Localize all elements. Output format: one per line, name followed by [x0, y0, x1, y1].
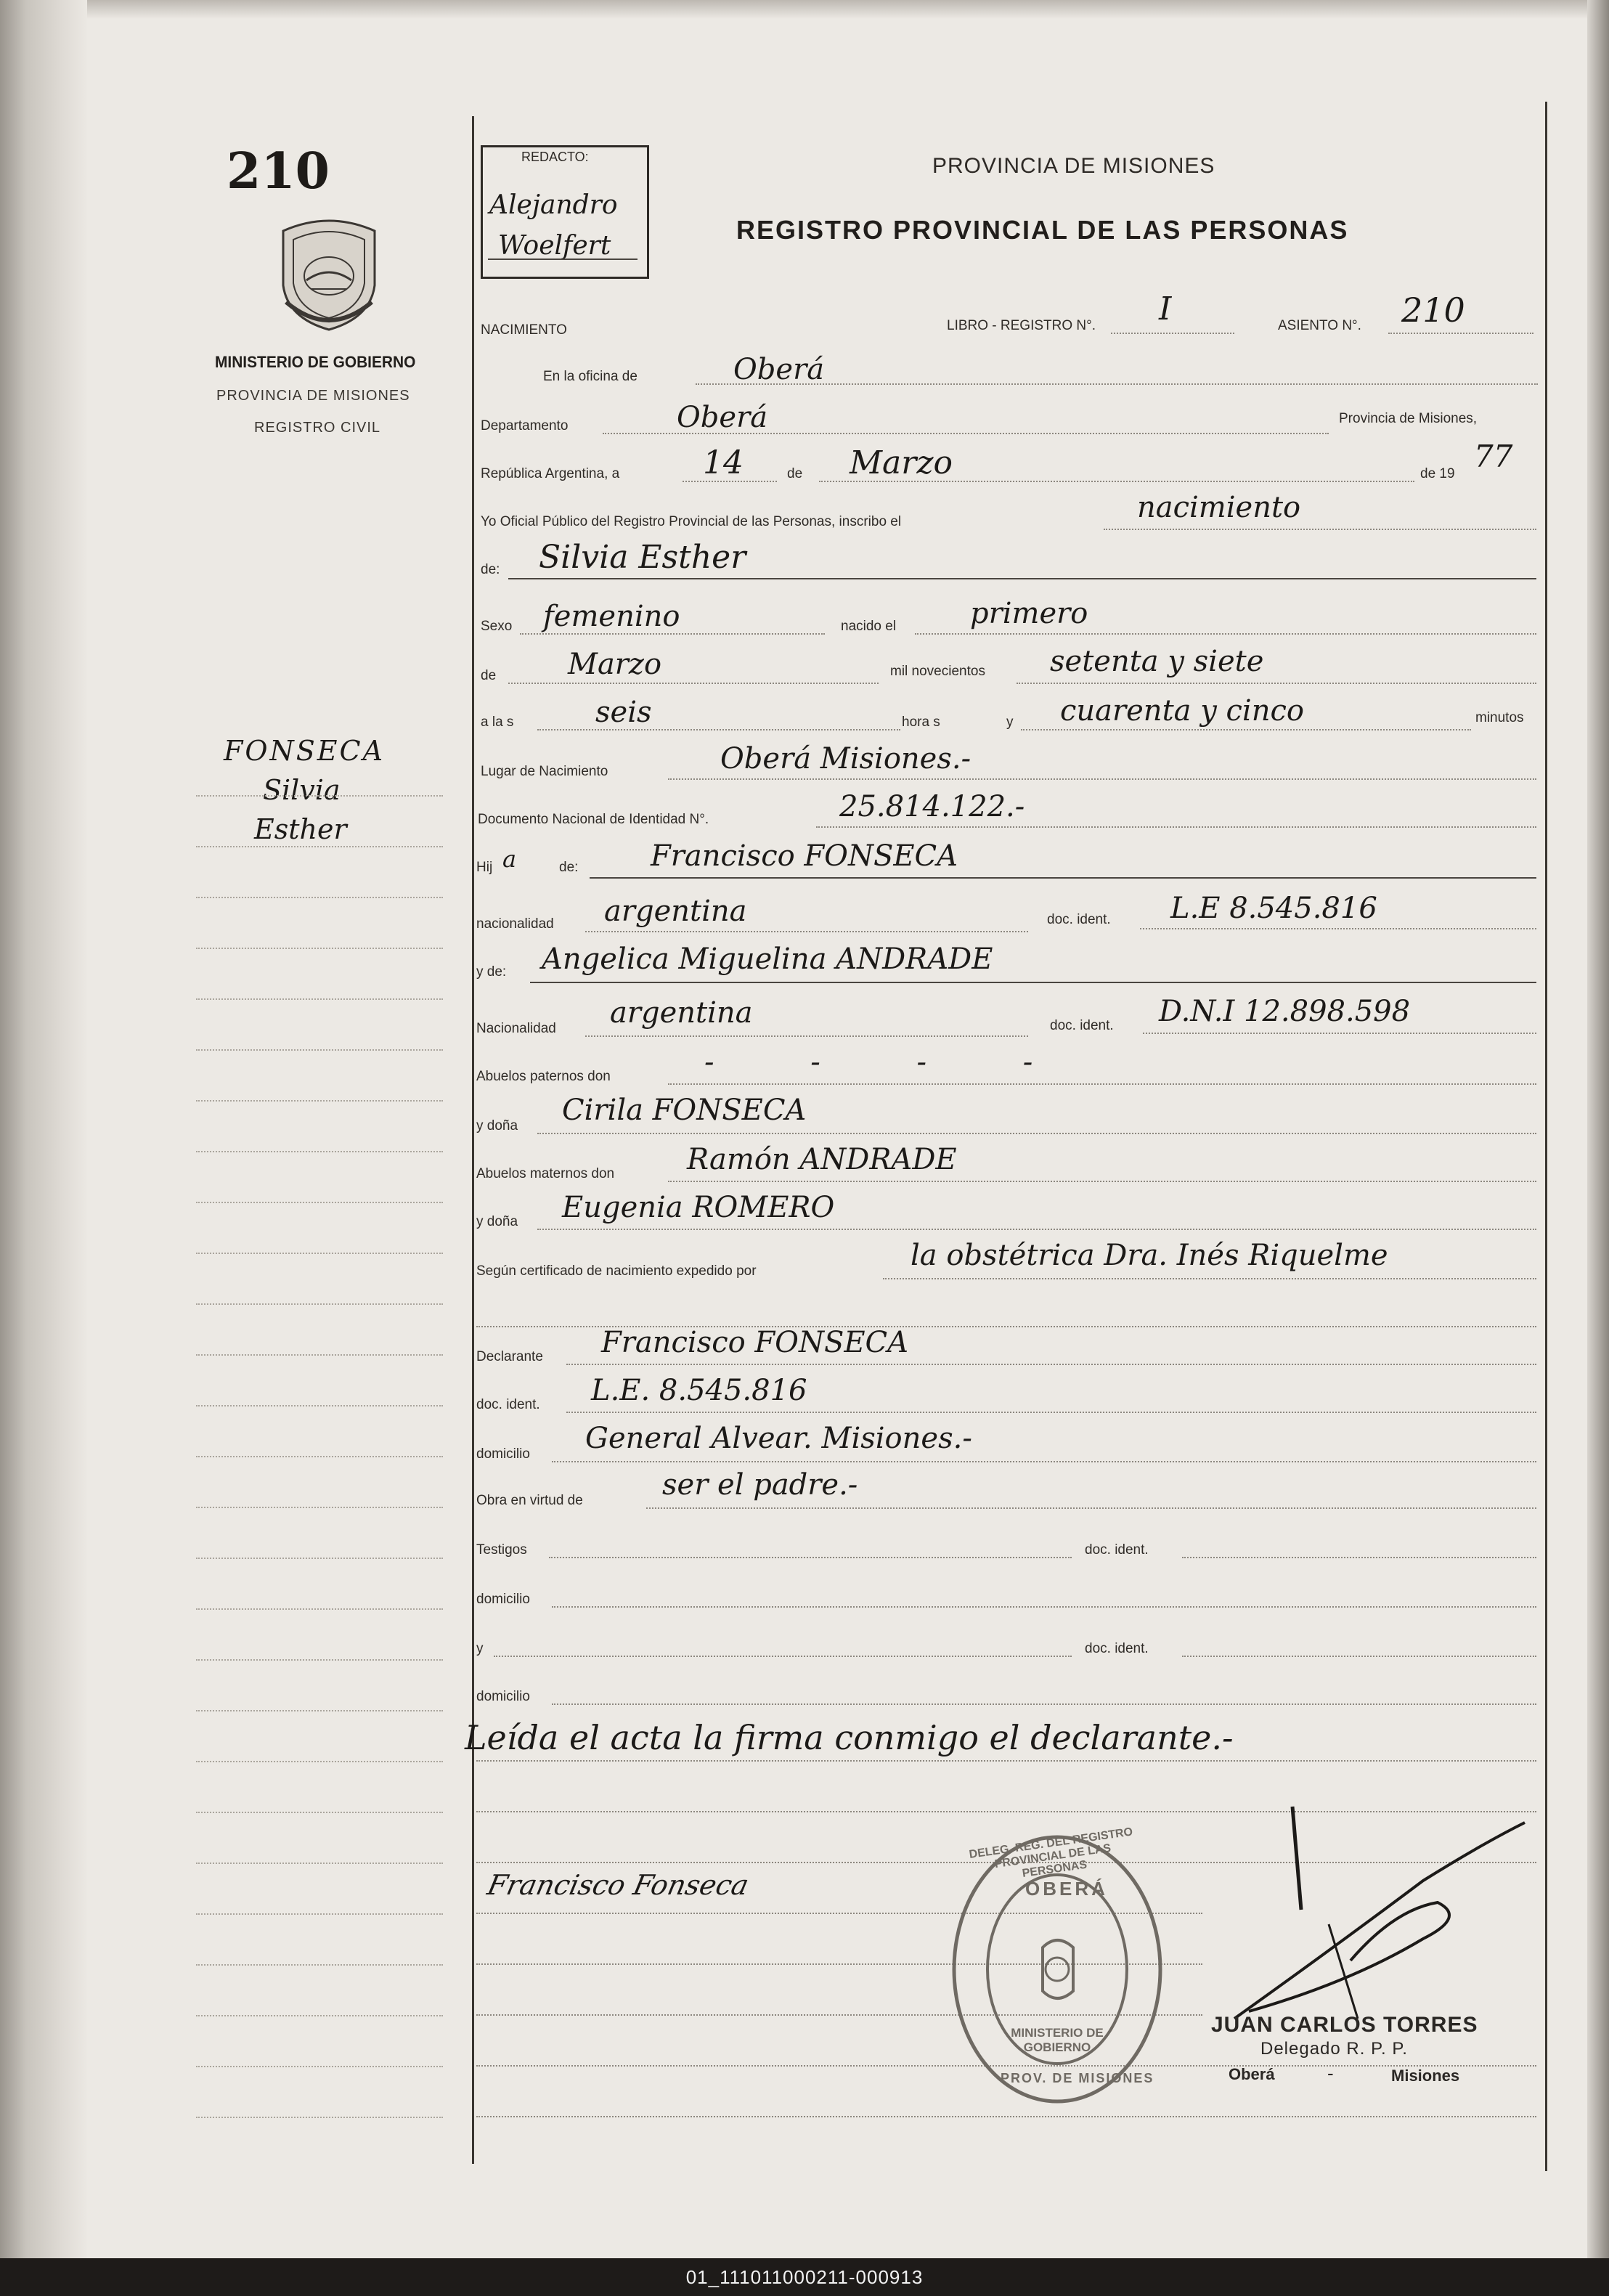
- mes-value: Marzo: [850, 444, 953, 481]
- asiento-value: 210: [1401, 290, 1465, 330]
- declarante-label: Declarante: [476, 1349, 543, 1364]
- margin-secondname: Esther: [254, 813, 347, 845]
- documento-line: [816, 826, 1536, 828]
- abuelo-materno-line: [668, 1181, 1536, 1182]
- departamento-value: Oberá: [677, 401, 768, 434]
- margin-line: [196, 1964, 443, 1966]
- margin-line: [196, 1558, 443, 1559]
- persona-line: [508, 578, 1536, 579]
- anio-label: de 19: [1420, 466, 1455, 481]
- anio-nacimiento-value: setenta y siete: [1050, 645, 1264, 678]
- abuelos-paternos-value: - - - -: [704, 1046, 1077, 1079]
- nacido-value: primero: [970, 597, 1088, 630]
- domicilio3-line: [552, 1703, 1536, 1705]
- page-top-shadow: [0, 0, 1609, 19]
- hora-value: seis: [595, 696, 652, 729]
- header-provincia: PROVINCIA DE MISIONES: [932, 154, 1215, 178]
- margin-line: [196, 948, 443, 949]
- hora-label: hora s: [902, 715, 940, 730]
- official-signature: [1205, 1801, 1554, 2033]
- lugar-value: Oberá Misiones.-: [720, 742, 971, 775]
- sexo-value: femenino: [543, 600, 680, 633]
- mes-nacimiento-value: Marzo: [568, 648, 662, 681]
- segun-line: [883, 1278, 1536, 1279]
- y-label: y: [1006, 715, 1014, 730]
- nacionalidad1-value: argentina: [604, 895, 747, 928]
- official-place2: Misiones: [1391, 2067, 1460, 2085]
- official-place: Oberá: [1229, 2065, 1275, 2083]
- ministerio-heading: MINISTERIO DE GOBIERNO: [215, 353, 416, 371]
- page-right-edge: [1587, 0, 1609, 2258]
- de-mes-label: de: [481, 668, 497, 683]
- official-dash: -: [1327, 2062, 1334, 2084]
- departamento-line: [603, 433, 1329, 434]
- domicilio1-line: [552, 1461, 1536, 1462]
- documento-label: Documento Nacional de Identidad N°.: [478, 812, 709, 827]
- padre-line: [590, 877, 1536, 879]
- dia-line: [683, 481, 777, 482]
- margin-line: [196, 1253, 443, 1254]
- margin-line: [196, 1303, 443, 1305]
- minutos-line: [1021, 729, 1471, 730]
- doc4-label: doc. ident.: [1085, 1542, 1149, 1558]
- coat-of-arms-icon: [276, 216, 382, 333]
- mes-line: [819, 481, 1414, 482]
- domicilio3-label: domicilio: [476, 1689, 530, 1704]
- margin-line: [196, 1913, 443, 1915]
- doc5-label: doc. ident.: [1085, 1641, 1149, 1656]
- margin-line: [196, 1405, 443, 1406]
- margin-line: [196, 1049, 443, 1051]
- doc2-label: doc. ident.: [1050, 1018, 1114, 1033]
- hijo-label: Hij: [476, 860, 493, 875]
- libro-label: LIBRO - REGISTRO N°.: [947, 318, 1096, 333]
- margin-line: [196, 1202, 443, 1203]
- left-frame-line: [472, 116, 474, 2164]
- obra-label: Obra en virtud de: [476, 1493, 583, 1508]
- de-persona-label: de:: [481, 562, 500, 577]
- abuela-materna-value: Eugenia ROMERO: [562, 1191, 835, 1224]
- page-number: 210: [227, 142, 330, 200]
- margin-line: [196, 1659, 443, 1661]
- madre-value: Angelica Miguelina ANDRADE: [542, 943, 993, 976]
- redacto-label: REDACTO:: [521, 150, 589, 164]
- inscribo-value: nacimiento: [1137, 491, 1301, 524]
- redacto-name-line2: Woelfert: [498, 231, 611, 261]
- margin-line: [196, 1354, 443, 1356]
- domicilio2-label: domicilio: [476, 1592, 530, 1607]
- declarante-line: [566, 1364, 1536, 1365]
- margin-line: [196, 1456, 443, 1457]
- obra-value: ser el padre.-: [662, 1468, 858, 1502]
- a-las-label: a la s: [481, 715, 514, 730]
- oficina-line: [696, 383, 1538, 385]
- madre-line: [530, 982, 1536, 983]
- oficina-value: Oberá: [733, 353, 825, 386]
- stamp-ring-text: DELEG. REG. DEL REGISTRO PROVINCIAL DE LAS PERSONAS: [968, 1825, 1134, 1880]
- margin-line: [196, 2015, 443, 2016]
- abuelos-paternos-label: Abuelos paternos don: [476, 1069, 611, 1084]
- nacionalidad2-label: Nacionalidad: [476, 1021, 556, 1036]
- margin-line: [196, 795, 443, 797]
- hijo-de-label: de:: [559, 860, 579, 875]
- yo-oficial-label: Yo Oficial Público del Registro Provincial de las Personas, inscribo el: [481, 514, 902, 529]
- margin-line: [196, 1507, 443, 1508]
- y2-label: y: [476, 1641, 484, 1656]
- header-title: REGISTRO PROVINCIAL DE LAS PERSONAS: [736, 215, 1349, 245]
- anio-nacimiento-line: [1017, 683, 1536, 684]
- nacionalidad2-line: [585, 1035, 1028, 1037]
- persona-value: Silvia Esther: [539, 539, 746, 576]
- left-registro: REGISTRO CIVIL: [254, 420, 381, 436]
- abuelos-paternos-line: [668, 1083, 1536, 1085]
- margin-line: [196, 1608, 443, 1610]
- margin-line: [196, 2117, 443, 2118]
- stamp-top-text: OBERÁ: [1025, 1878, 1108, 1900]
- milnovecientos-label: mil novecientos: [890, 664, 985, 679]
- abuela-materna-line: [537, 1229, 1536, 1230]
- abuela-paterna-value: Cirila FONSECA: [562, 1094, 807, 1127]
- ydona1-label: y doña: [476, 1118, 518, 1133]
- obra-line: [646, 1507, 1536, 1509]
- fecha-de-label: de: [787, 466, 803, 481]
- libro-line: [1111, 333, 1234, 334]
- testigos-line: [549, 1557, 1072, 1558]
- margin-firstname: Silvia: [263, 774, 341, 806]
- anio-value: 77: [1474, 439, 1513, 474]
- lugar-line: [668, 778, 1536, 780]
- margin-line: [196, 1863, 443, 1864]
- declarante-value: Francisco FONSECA: [601, 1326, 909, 1359]
- declarante-signature: Francisco Fonseca: [484, 1869, 752, 1901]
- left-provincia: PROVINCIA DE MISIONES: [216, 388, 410, 404]
- leida-line: [476, 1760, 1536, 1762]
- margin-line: [196, 1100, 443, 1102]
- margin-line: [196, 1151, 443, 1152]
- sexo-line: [520, 633, 825, 635]
- book-binding-edge: [0, 0, 87, 2258]
- stamp-inner-text: MINISTERIO DE GOBIERNO: [1011, 2026, 1104, 2054]
- lugar-label: Lugar de Nacimiento: [481, 764, 608, 779]
- departamento-label: Departamento: [481, 418, 569, 433]
- doc3-line: [566, 1412, 1536, 1413]
- domicilio1-label: domicilio: [476, 1446, 530, 1462]
- signature-area-line: [476, 2116, 1536, 2117]
- provincia-misiones-label: Provincia de Misiones,: [1339, 411, 1478, 426]
- segun-value: la obstétrica Dra. Inés Riquelme: [911, 1239, 1388, 1272]
- footer-id-bar: [0, 2258, 1609, 2296]
- margin-surname: FONSECA: [224, 735, 386, 767]
- doc4-line: [1182, 1557, 1536, 1558]
- doc5-line: [1182, 1656, 1536, 1657]
- doc2-line: [1143, 1033, 1536, 1034]
- redacto-name-line1: Alejandro: [489, 190, 618, 220]
- doc1-label: doc. ident.: [1047, 912, 1111, 927]
- hijo-suffix: a: [502, 845, 517, 873]
- nacimiento-label: NACIMIENTO: [481, 322, 567, 338]
- ydona2-label: y doña: [476, 1214, 518, 1229]
- margin-line: [196, 2066, 443, 2067]
- doc2-value: D.N.I 12.898.598: [1159, 995, 1411, 1028]
- padre-value: Francisco FONSECA: [651, 839, 958, 873]
- libro-value: I: [1159, 290, 1172, 327]
- madre-label: y de:: [476, 964, 507, 980]
- footer-id: 01_111011000211-000913: [685, 2266, 924, 2288]
- doc3-label: doc. ident.: [476, 1397, 540, 1412]
- abuelo-materno-value: Ramón ANDRADE: [687, 1143, 957, 1176]
- segun-label: Según certificado de nacimiento expedido por: [476, 1263, 757, 1279]
- nacido-label: nacido el: [841, 619, 897, 634]
- asiento-label: ASIENTO N°.: [1278, 318, 1361, 333]
- sexo-label: Sexo: [481, 619, 513, 634]
- inscribo-line: [1104, 529, 1536, 530]
- asiento-line: [1388, 333, 1533, 334]
- nacido-line: [915, 633, 1536, 635]
- stamp-bottom-text: PROV. DE MISIONES: [1001, 2071, 1154, 2085]
- redacto-underline: [488, 258, 638, 260]
- minutos-label: minutos: [1475, 710, 1524, 725]
- nacionalidad2-value: argentina: [610, 996, 753, 1030]
- leida-value: Leída el acta la firma conmigo el declarante.-: [465, 1718, 1234, 1757]
- margin-line: [196, 1761, 443, 1762]
- domicilio1-value: General Alvear. Misiones.-: [585, 1422, 972, 1455]
- abuelos-maternos-label: Abuelos maternos don: [476, 1166, 615, 1181]
- documento-value: 25.814.122.-: [839, 790, 1025, 823]
- testigos-label: Testigos: [476, 1542, 527, 1558]
- official-name: JUAN CARLOS TORRES: [1211, 2013, 1478, 2037]
- hora-line: [537, 729, 900, 730]
- doc3-value: L.E. 8.545.816: [591, 1374, 807, 1407]
- nacionalidad1-line: [585, 931, 1028, 932]
- nacionalidad1-label: nacionalidad: [476, 916, 554, 932]
- y2-line: [494, 1656, 1072, 1657]
- mes-nacimiento-line: [508, 683, 879, 684]
- official-title: Delegado R. P. P.: [1260, 2039, 1408, 2059]
- margin-line: [196, 998, 443, 1000]
- margin-line: [196, 1812, 443, 1813]
- minutos-value: cuarenta y cinco: [1060, 694, 1304, 728]
- margin-line: [196, 1710, 443, 1711]
- oficina-label: En la oficina de: [543, 369, 638, 384]
- doc1-value: L.E 8.545.816: [1170, 892, 1377, 925]
- margin-line: [196, 897, 443, 898]
- republica-label: República Argentina, a: [481, 466, 620, 481]
- doc1-line: [1140, 928, 1536, 929]
- abuela-paterna-line: [537, 1133, 1536, 1134]
- domicilio2-line: [552, 1606, 1536, 1608]
- margin-line: [196, 846, 443, 847]
- dia-value: 14: [703, 444, 744, 481]
